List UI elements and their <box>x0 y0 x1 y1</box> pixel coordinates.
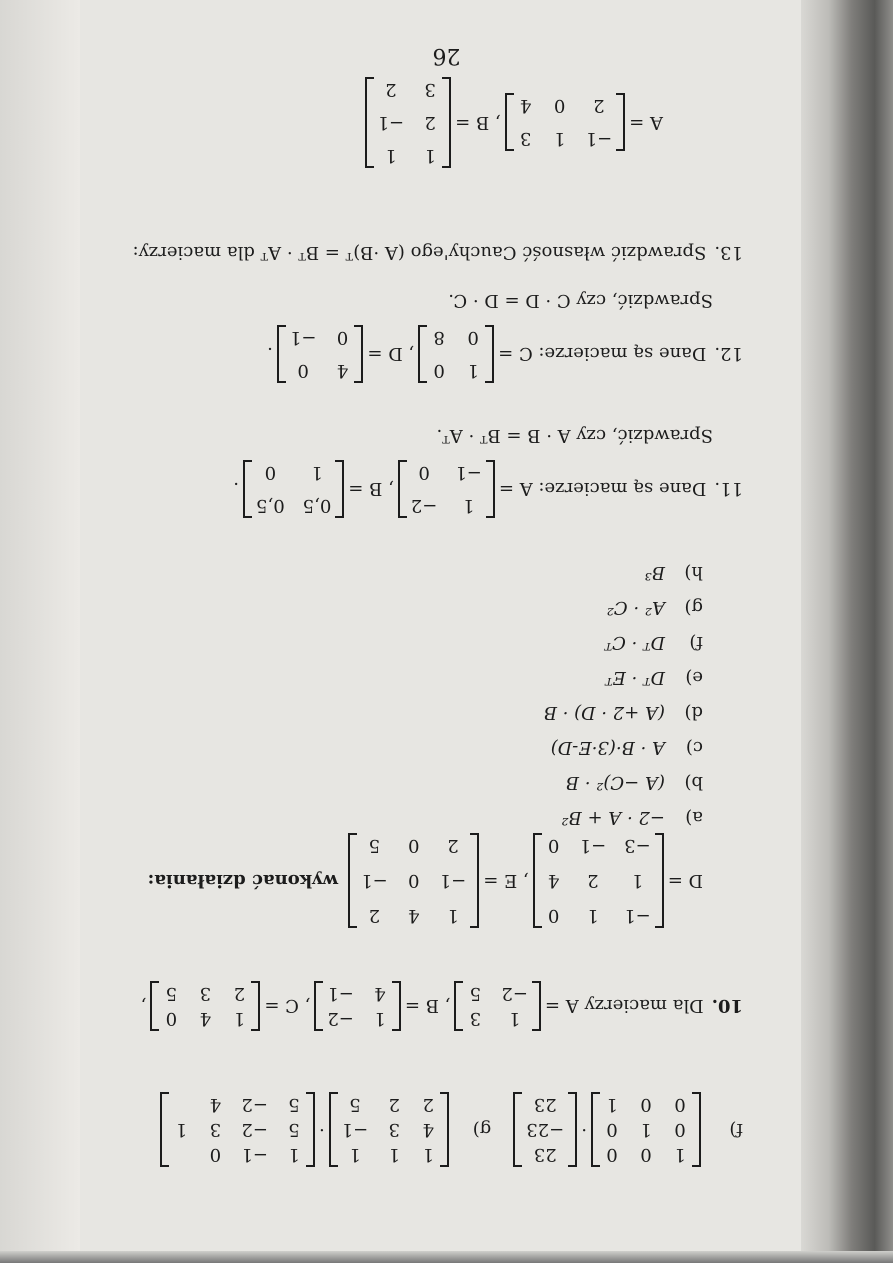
matrix-cell: 8 <box>433 327 445 348</box>
matrix <box>418 325 494 383</box>
matrix-cell: −1 <box>361 870 388 891</box>
matrix-cell: 0 <box>640 1094 652 1115</box>
matrix-cell: 0 <box>547 905 560 926</box>
matrix <box>513 1092 577 1167</box>
matrix-cell: −3 <box>624 835 651 856</box>
matrix-cell: −2 <box>241 1094 268 1115</box>
matrix-cell: −1 <box>455 462 482 483</box>
matrix-cell: −1 <box>327 983 354 1004</box>
list-item <box>70 562 703 583</box>
matrix-cell: 4 <box>336 360 349 381</box>
matrix-cell: 1 <box>288 1144 300 1165</box>
ex13-matrices <box>70 77 663 168</box>
item-label: e) <box>685 667 703 688</box>
matrix-cell: −2 <box>501 983 528 1004</box>
matrix-cell: −1 <box>579 835 607 856</box>
matrix-cell: −1 <box>289 327 317 348</box>
matrix-cell: 1 <box>508 1008 521 1029</box>
exercise-text: D = <box>667 870 703 891</box>
matrix-cell: 0 <box>553 95 566 117</box>
exercise-text: , <box>140 995 147 1017</box>
matrix-cell: 1 <box>606 1094 618 1115</box>
exercise-text: . <box>267 343 273 365</box>
exercise-instruction: wykonać działania: <box>147 870 339 891</box>
matrix-cell: 0 <box>674 1094 686 1115</box>
dot-operator: · <box>318 1119 325 1140</box>
list-item <box>70 667 703 688</box>
matrix-cell: 1 <box>388 1144 400 1165</box>
exercise-text: , C = <box>264 995 311 1017</box>
item-label: b) <box>684 772 703 793</box>
dot-operator: · <box>581 1119 587 1140</box>
matrix-cell: 23 <box>533 1094 557 1115</box>
matrix-cell: 1 <box>385 145 397 166</box>
list-item <box>70 632 703 653</box>
matrix-cell: −1 <box>439 870 467 891</box>
exercise-text: , D = <box>367 343 415 365</box>
matrix-cell: 5 <box>288 1119 300 1140</box>
item-expression: −2 · A + B² <box>561 807 665 828</box>
matrix <box>277 325 364 383</box>
matrix-cell: −1 <box>585 128 613 150</box>
matrix-cell: 0 <box>336 327 349 348</box>
exercise-text: Sprawdzić własność Cauchy'ego (A ·B)ᵀ = Bᵀ · Aᵀ dla macierzy: <box>132 242 707 263</box>
ex12-line1 <box>70 325 743 383</box>
matrix-cell: 1 <box>447 905 459 926</box>
page-number: 26 <box>432 43 461 68</box>
matrix-cell: 2 <box>385 79 397 100</box>
matrix-cell: 0 <box>547 835 560 856</box>
matrix <box>150 981 260 1031</box>
matrix-cell: 2 <box>587 870 599 891</box>
matrix-cell: 0 <box>606 1144 618 1165</box>
item-expression: B³ <box>644 562 665 583</box>
exercise-number: 11. <box>714 478 743 500</box>
item-expression: A² · C² <box>606 597 665 618</box>
matrix-cell: 1 <box>374 1008 386 1029</box>
matrix <box>591 1092 701 1167</box>
matrix-cell: 0 <box>674 1119 686 1140</box>
exercise-text: Dane są macierze: C = <box>498 343 707 365</box>
item-expression: Dᵀ · Eᵀ <box>605 667 665 688</box>
matrix-cell: 4 <box>408 905 420 926</box>
matrix-cell: 1 <box>175 1119 188 1140</box>
matrix-cell: 1 <box>424 145 436 166</box>
exercise-text: Sprawdzić, czy C · D = D · C. <box>448 290 713 311</box>
matrix-cell: 0,5 <box>256 495 285 516</box>
list-item <box>70 807 703 828</box>
item-expression: (A +2 · D) · B <box>543 702 665 723</box>
matrix-cell: 0 <box>606 1119 618 1140</box>
matrix <box>365 77 452 168</box>
matrix-cell: 2 <box>368 905 381 926</box>
exercise-text: Dla macierzy A = <box>544 995 704 1017</box>
matrix-cell: −2 <box>327 1008 354 1029</box>
item-label: a) <box>685 807 703 828</box>
matrix-cell: 1 <box>462 495 475 516</box>
matrix <box>398 460 495 518</box>
item-expression: Dᵀ · Cᵀ <box>604 632 665 653</box>
matrix-cell: −1 <box>624 905 651 926</box>
matrix-cell: −2 <box>410 495 438 516</box>
exercise-text: Dane są macierze: A = <box>498 478 707 500</box>
matrix-cell: 1 <box>553 128 566 150</box>
exercise-text: , B = <box>348 478 394 500</box>
ex13-line1 <box>70 242 743 263</box>
matrix-cell: −1 <box>241 1144 268 1165</box>
matrix-cell: 0 <box>433 360 445 381</box>
matrix-cell: 0 <box>640 1144 652 1165</box>
matrix-cell: 3 <box>519 128 532 150</box>
matrix-cell: 0 <box>408 870 420 891</box>
matrix-cell: 1 <box>349 1144 361 1165</box>
matrix <box>505 94 626 152</box>
matrix <box>454 981 541 1031</box>
item-g-label: g) <box>472 1119 492 1140</box>
matrix-cell: 2 <box>233 983 246 1004</box>
matrix-cell: 3 <box>469 1008 482 1029</box>
matrix-cell: 2 <box>593 95 605 117</box>
list-item <box>70 772 703 793</box>
matrix-cell: 1 <box>631 870 644 891</box>
matrix-cell: −23 <box>526 1119 565 1140</box>
matrix <box>348 833 479 928</box>
matrix-cell: 5 <box>349 1094 361 1115</box>
exercise-number: 13. <box>714 242 743 263</box>
matrix-cell: 4 <box>519 95 532 117</box>
matrix-cell: 3 <box>424 79 436 100</box>
matrix-cell: 5 <box>368 835 381 856</box>
matrix-cell: 4 <box>374 983 386 1004</box>
matrix-cell: 1 <box>422 1144 434 1165</box>
ex11-check <box>70 425 713 446</box>
matrix-cell: 0 <box>297 360 309 381</box>
matrix-cell: 1 <box>640 1119 652 1140</box>
matrix-cell: −1 <box>377 112 405 133</box>
item-label: c) <box>685 737 703 758</box>
matrix <box>314 981 401 1031</box>
matrix-cell: 1 <box>467 360 479 381</box>
matrix <box>533 833 664 928</box>
item-label: d) <box>684 702 703 723</box>
exercise-number: 12. <box>714 343 743 365</box>
matrix <box>160 1092 315 1167</box>
list-item <box>70 597 703 618</box>
ex10-line2 <box>70 833 703 928</box>
list-item <box>70 737 703 758</box>
item-label: h) <box>684 562 703 583</box>
exercise-number: 10. <box>711 995 743 1017</box>
matrix-cell: 3 <box>209 1119 222 1140</box>
matrix-cell: 0,5 <box>302 495 332 516</box>
matrix-cell: 2 <box>388 1094 400 1115</box>
item-label: f) <box>689 632 703 653</box>
matrix-cell: 4 <box>547 870 560 891</box>
matrix-cell: 4 <box>209 1094 222 1115</box>
ex12-check <box>70 290 713 311</box>
matrix-cell: 0 <box>209 1144 222 1165</box>
ex11-line1 <box>70 460 743 518</box>
exercise-text: . <box>233 478 240 500</box>
ex10-line1 <box>70 981 743 1031</box>
item-f-row <box>70 1092 743 1167</box>
matrix-cell: 4 <box>199 1008 212 1029</box>
item-label: g) <box>684 597 703 618</box>
matrix-cell: 4 <box>422 1119 434 1140</box>
matrix-cell: 1 <box>587 905 599 926</box>
exercise-text: , B = <box>404 995 451 1017</box>
matrix-cell: 0 <box>264 462 277 483</box>
matrix-cell: 0 <box>165 1008 178 1029</box>
matrix-cell: −1 <box>341 1119 369 1140</box>
matrix-cell: −2 <box>241 1119 268 1140</box>
exercise-text: , E = <box>483 870 529 891</box>
item-expression: (A −C)² · B <box>565 772 665 793</box>
matrix-cell: 23 <box>533 1144 557 1165</box>
matrix-cell: 1 <box>674 1144 686 1165</box>
matrix-cell: 5 <box>288 1094 300 1115</box>
exercise-text: , B = <box>455 112 501 133</box>
exercise-text: A = <box>629 112 663 133</box>
matrix-cell: 5 <box>165 983 178 1004</box>
matrix <box>243 460 344 518</box>
matrix-cell: 0 <box>418 462 430 483</box>
item-expression: A · B·(3·E-D) <box>550 737 665 758</box>
matrix-cell: 2 <box>447 835 459 856</box>
matrix-cell: 0 <box>408 835 420 856</box>
exercise-text: Sprawdzić, czy A · B = Bᵀ · Aᵀ. <box>436 425 713 446</box>
matrix-cell: 3 <box>388 1119 400 1140</box>
matrix-cell: 0 <box>467 327 479 348</box>
matrix-cell: 2 <box>424 112 436 133</box>
item-f-label: f) <box>729 1119 743 1140</box>
matrix-cell: 1 <box>311 462 323 483</box>
list-item <box>70 702 703 723</box>
matrix-cell: 5 <box>469 983 482 1004</box>
matrix-cell: 3 <box>199 983 212 1004</box>
matrix-cell: 1 <box>233 1008 246 1029</box>
matrix-cell: 2 <box>422 1094 434 1115</box>
matrix <box>329 1092 450 1167</box>
